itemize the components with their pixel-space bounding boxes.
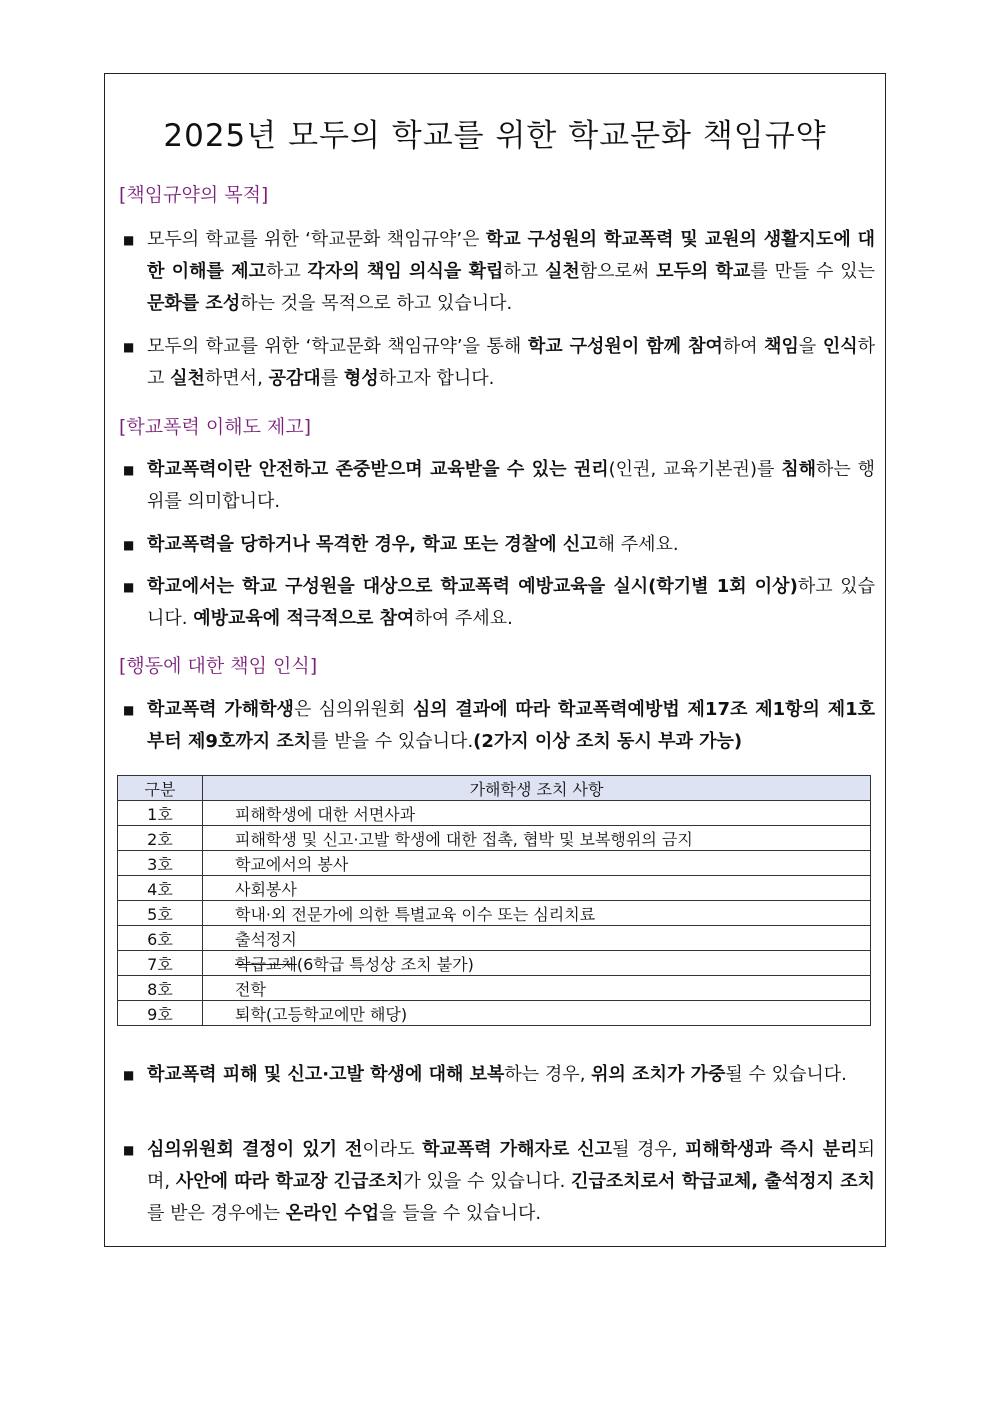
measure-number: 9호 xyxy=(118,1001,203,1026)
responsibility-item-3: ■ 심의위원회 결정이 있기 전이라도 학교폭력 가해자로 신고될 경우, 피해학생과 즉시 분리되며, 사안에 따라 학교장 긴급조치가 있을 수 있습니다. 긴급조치로서 학급교체, 출석정지 조치를 받은 경우에는 온라인 수업을 들을 수 있습니다. xyxy=(123,1134,875,1230)
bullet-icon: ■ xyxy=(123,580,135,594)
struck-text: 학급교체 xyxy=(235,954,297,974)
measure-description: 사회봉사 xyxy=(203,876,871,901)
measure-number: 8호 xyxy=(118,976,203,1001)
measure-description: 출석정지 xyxy=(203,926,871,951)
section-heading-understanding: [학교폭력 이해도 제고] xyxy=(119,416,312,438)
table-row xyxy=(118,926,871,951)
measure-note: (6학급 특성상 조치 불가) xyxy=(296,954,474,974)
measure-number: 6호 xyxy=(118,926,203,951)
responsibility-item-1: ■ 학교폭력 가해학생은 심의위원회 심의 결과에 따라 학교폭력예방법 제17조 제1항의 제1호부터 제9호까지 조치를 받을 수 있습니다.(2가지 이상 조치 동시 부과 가능) xyxy=(123,694,875,758)
table-header-cell: 구분 xyxy=(118,776,203,801)
understanding-item-1: ■ 학교폭력이란 안전하고 존중받으며 교육받을 수 있는 권리(인권, 교육기본권)를 침해하는 행위를 의미합니다. xyxy=(123,454,875,518)
table-row xyxy=(118,801,871,826)
bullet-icon: ■ xyxy=(123,538,135,552)
measure-number: 1호 xyxy=(118,801,203,826)
measure-description: 피해학생에 대한 서면사과 xyxy=(203,801,871,826)
table-row xyxy=(118,976,871,1001)
purpose-item-2: ■ 모두의 학교를 위한 ‘학교문화 책임규약’을 통해 학교 구성원이 함께 참여하여 책임을 인식하고 실천하면서, 공감대를 형성하고자 합니다. xyxy=(123,331,875,395)
understanding-item-2: ■ 학교폭력을 당하거나 목격한 경우, 학교 또는 경찰에 신고해 주세요. xyxy=(123,529,875,561)
measure-number: 2호 xyxy=(118,826,203,851)
bullet-icon: ■ xyxy=(123,1068,135,1082)
bullet-icon: ■ xyxy=(123,1143,135,1157)
table-row xyxy=(118,901,871,926)
table-row xyxy=(118,876,871,901)
document-frame xyxy=(104,73,886,1247)
measure-description: 피해학생 및 신고·고발 학생에 대한 접촉, 협박 및 보복행위의 금지 xyxy=(203,826,871,851)
measure-description: 학내·외 전문가에 의한 특별교육 이수 또는 심리치료 xyxy=(203,901,871,926)
bullet-icon: ■ xyxy=(123,340,135,354)
table-row xyxy=(118,826,871,851)
section-heading-purpose: [책임규약의 목적] xyxy=(119,184,269,206)
section-heading-responsibility: [행동에 대한 책임 인식] xyxy=(119,655,318,677)
measure-number: 3호 xyxy=(118,851,203,876)
measure-description: 학교에서의 봉사 xyxy=(203,851,871,876)
responsibility-item-2: ■ 학교폭력 피해 및 신고·고발 학생에 대해 보복하는 경우, 위의 조치가 가중될 수 있습니다. xyxy=(123,1059,875,1091)
bullet-icon: ■ xyxy=(123,463,135,477)
page-title: 2025년 모두의 학교를 위한 학교문화 책임규약 xyxy=(163,118,827,154)
table-header-cell: 가해학생 조치 사항 xyxy=(203,776,871,801)
measure-number: 7호 xyxy=(118,951,203,976)
understanding-item-3: ■ 학교에서는 학교 구성원을 대상으로 학교폭력 예방교육을 실시(학기별 1회 이상)하고 있습니다. 예방교육에 적극적으로 참여하여 주세요. xyxy=(123,571,875,635)
table-header-row xyxy=(118,776,871,801)
measure-description: 퇴학(고등학교에만 해당) xyxy=(203,1001,871,1026)
measures-table xyxy=(117,775,871,1026)
table-row xyxy=(118,951,871,976)
measure-description: 전학 xyxy=(203,976,871,1001)
bullet-icon: ■ xyxy=(123,233,135,247)
bullet-icon: ■ xyxy=(123,703,135,717)
table-row xyxy=(118,1001,871,1026)
measure-number: 5호 xyxy=(118,901,203,926)
table-row xyxy=(118,851,871,876)
purpose-item-1: ■ 모두의 학교를 위한 ‘학교문화 책임규약’은 학교 구성원의 학교폭력 및 교원의 생활지도에 대한 이해를 제고하고 각자의 책임 의식을 확립하고 실천함으로써 모두의 학교를 만들 수 있는 문화를 조성하는 것을 목적으로 하고 있습니다. xyxy=(123,224,875,320)
measure-number: 4호 xyxy=(118,876,203,901)
measure-description xyxy=(203,951,871,976)
